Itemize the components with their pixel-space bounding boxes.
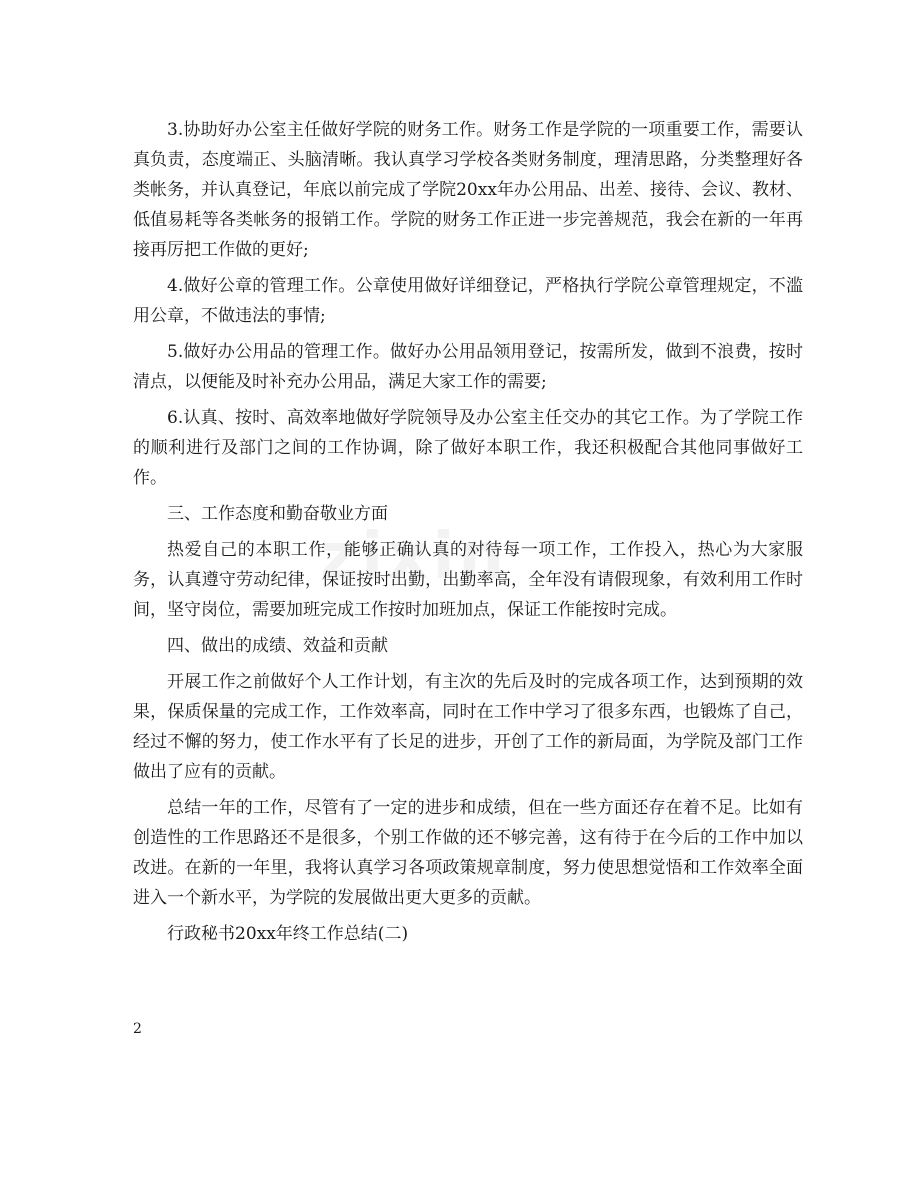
paragraph-summary: 总结一年的工作，尽管有了一定的进步和成绩，但在一些方面还存在着不足。比如有创造性的工作思路还不是很多，个别工作做的还不够完善，这有待于在今后的工作中加以改进。在新的一年里，我将认真学习各项政策规章制度，努力使思想觉悟和工作效率全面进入一个新水平，为学院的发展做出更大更多的贡献。 bbox=[133, 798, 803, 908]
document-body bbox=[133, 115, 803, 955]
section-heading-achievements: 四、做出的成绩、效益和贡献 bbox=[167, 636, 388, 656]
paragraph-office-supplies: 5.做好办公用品的管理工作。做好办公用品领用登记，按需所发，做到不浪费，按时清点，以便能及时补充办公用品，满足大家工作的需要; bbox=[133, 342, 803, 392]
next-document-title: 行政秘书20xx年终工作总结(二) bbox=[167, 924, 409, 944]
paragraph-finance-work: 3.协助好办公室主任做好学院的财务工作。财务工作是学院的一项重要工作，需要认真负责，态度端正、头脑清晰。我认真学习学校各类财务制度，理清思路，分类整理好各类帐务，并认真登记，年底以前完成了学院20xx年办公用品、出差、接待、会议、教材、低值易耗等各类帐务的报销工作。学院的财务工作正进一步完善规范，我会在新的一年再接再厉把工作做的更好; bbox=[133, 120, 803, 260]
page-number: 2 bbox=[133, 1021, 142, 1037]
section-heading-work-attitude: 三、工作态度和勤奋敬业方面 bbox=[167, 504, 388, 524]
paragraph-work-attitude: 热爱自己的本职工作，能够正确认真的对待每一项工作，工作投入，热心为大家服务，认真遵守劳动纪律，保证按时出勤，出勤率高，全年没有请假现象，有效利用工作时间，坚守岗位，需要加班完成工作按时加班加点，保证工作能按时完成。 bbox=[133, 540, 803, 620]
paragraph-other-tasks: 6.认真、按时、高效率地做好学院领导及办公室主任交办的其它工作。为了学院工作的顺利进行及部门之间的工作协调，除了做好本职工作，我还积极配合其他同事做好工作。 bbox=[133, 408, 803, 488]
paragraph-achievements: 开展工作之前做好个人工作计划，有主次的先后及时的完成各项工作，达到预期的效果，保质保量的完成工作，工作效率高，同时在工作中学习了很多东西，也锻炼了自己，经过不懈的努力，使工作水平有了长足的进步，开创了工作的新局面，为学院及部门工作做出了应有的贡献。 bbox=[133, 672, 803, 782]
paragraph-seal-management: 4.做好公章的管理工作。公章使用做好详细登记，严格执行学院公章管理规定，不滥用公章，不做违法的事情; bbox=[133, 276, 803, 326]
